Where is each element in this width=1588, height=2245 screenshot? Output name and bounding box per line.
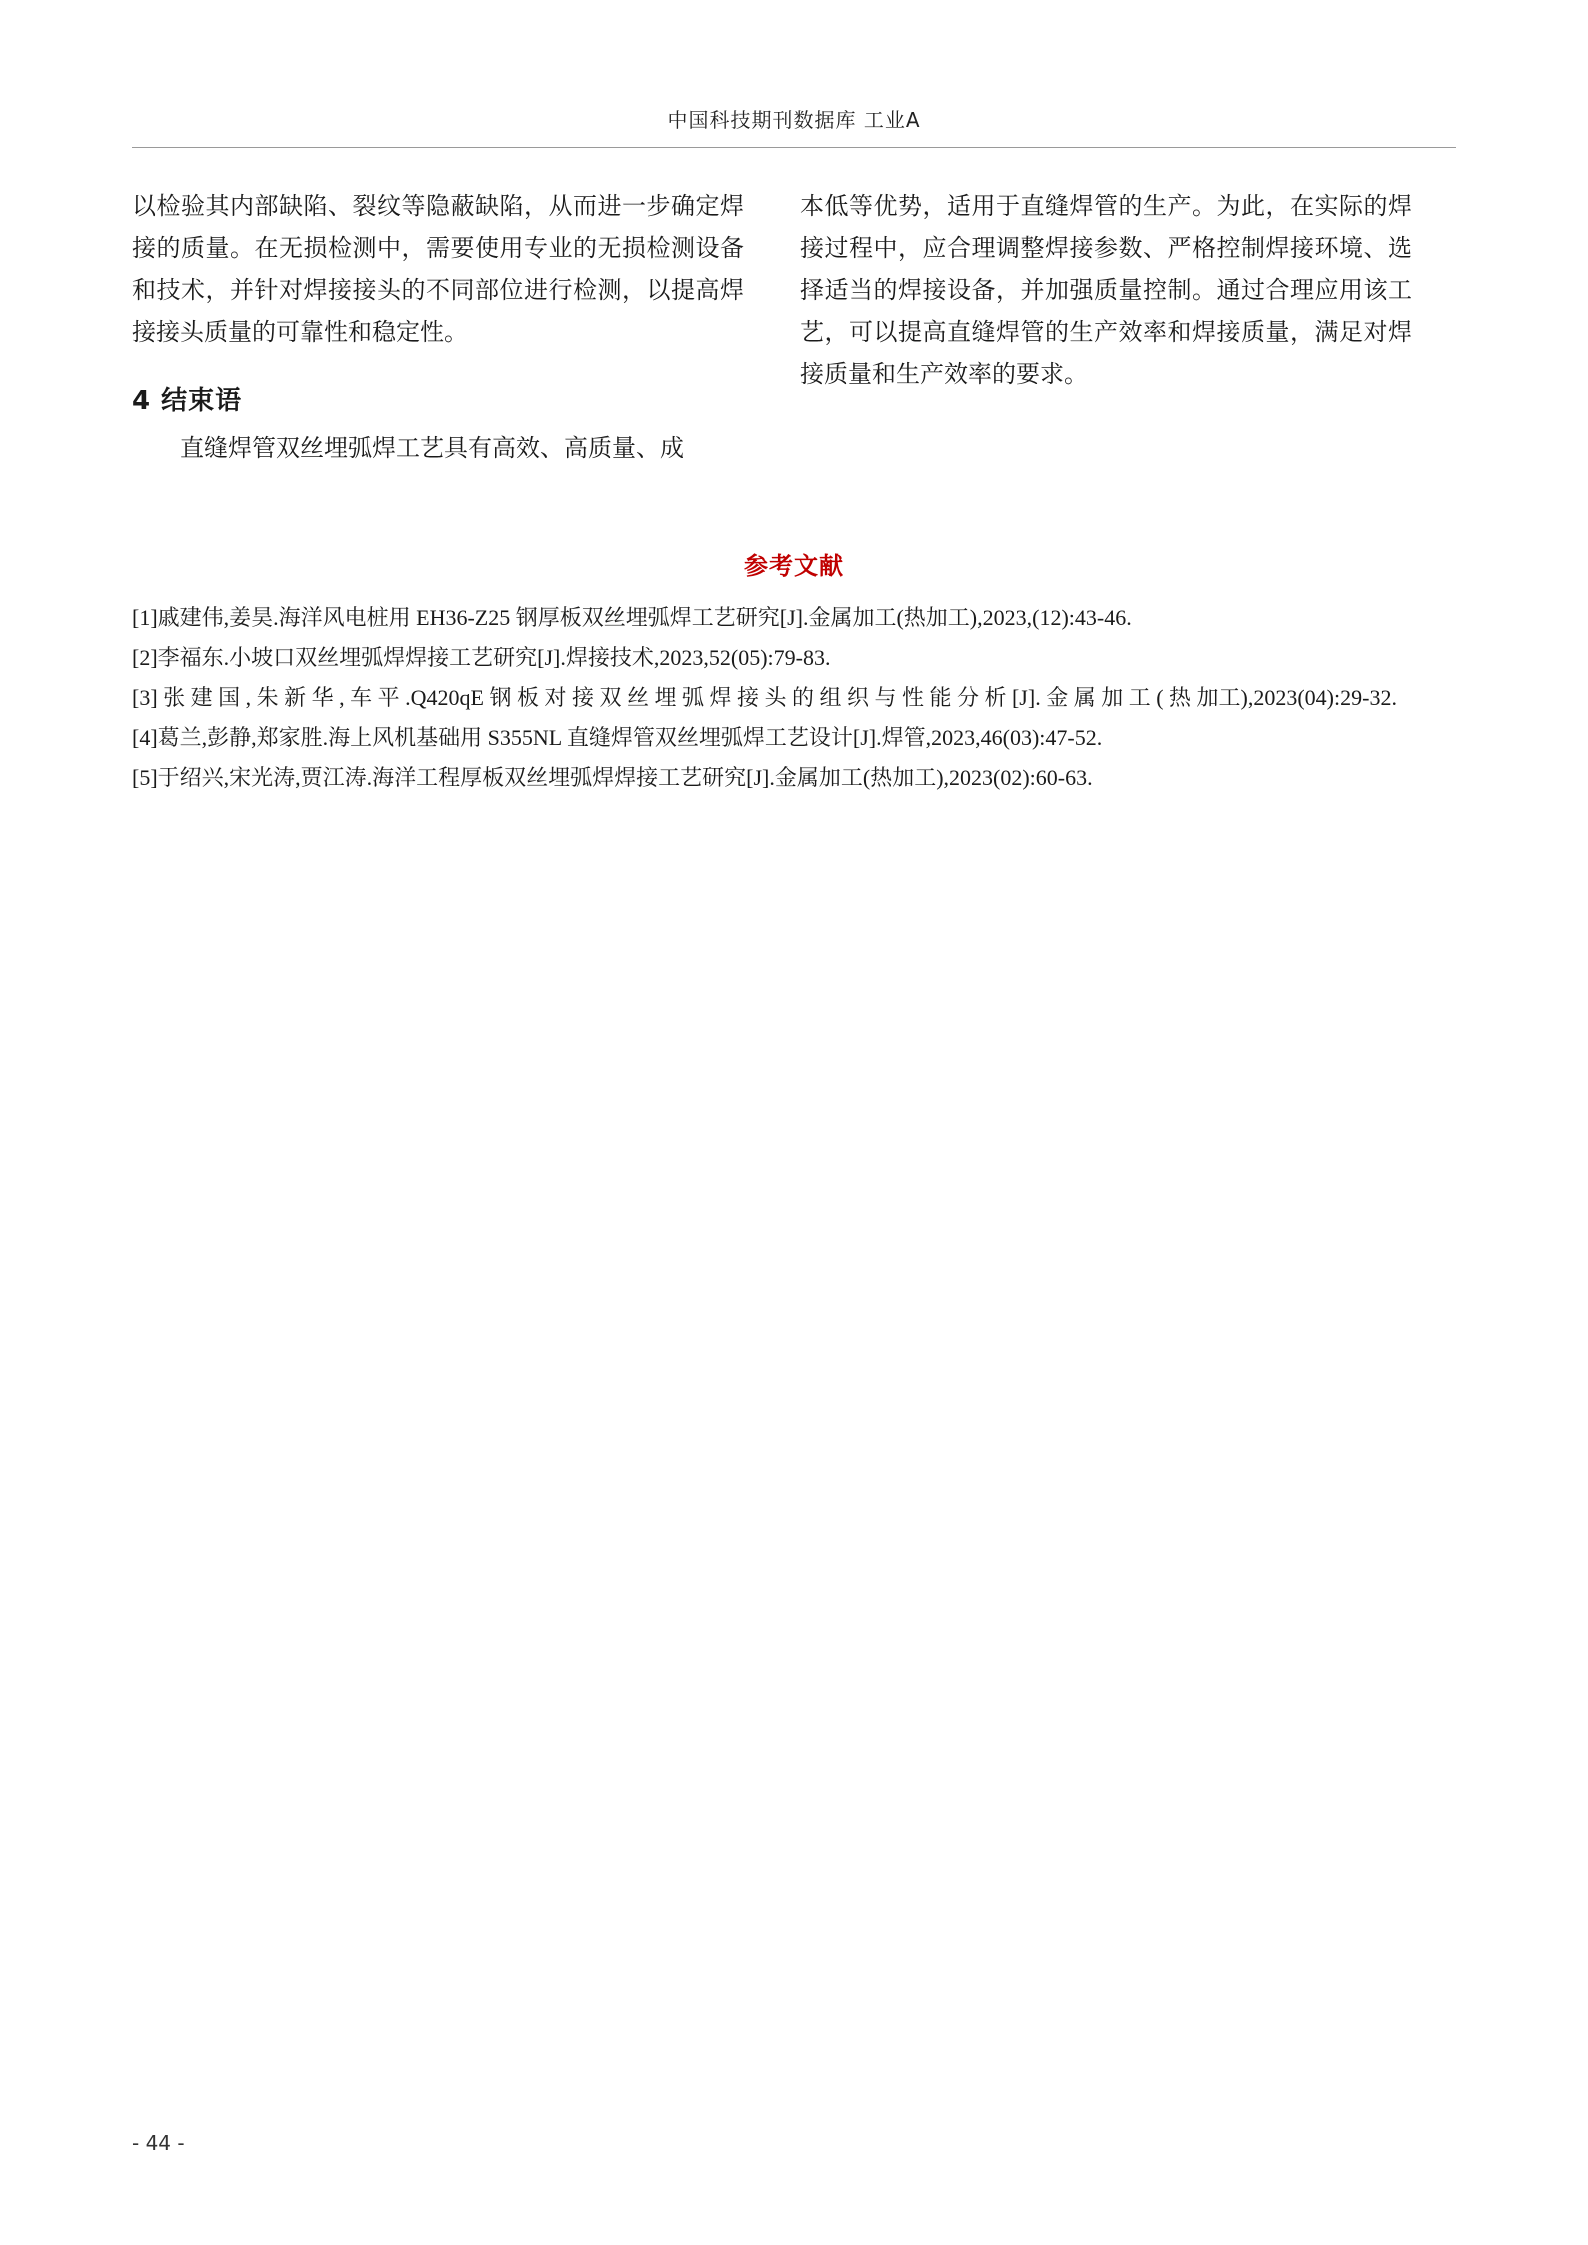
reference-item: [4]葛兰,彭静,郑家胜.海上风机基础用 S355NL 直缝焊管双丝埋弧焊工艺设计[J].焊管,2023,46(03):47-52. bbox=[132, 725, 1103, 750]
body-columns bbox=[132, 186, 1456, 470]
right-column bbox=[800, 186, 1412, 396]
references-section bbox=[132, 546, 1456, 797]
right-continued-paragraph: 本低等优势，适用于直缝焊管的生产。为此，在实际的焊接过程中，应合理调整焊接参数、严格控制焊接环境、选择适当的焊接设备，并加强质量控制。通过合理应用该工艺，可以提高直缝焊管的生产效率和焊接质量，满足对焊接质量和生产效率的要求。 bbox=[800, 194, 1412, 388]
left-continued-paragraph: 以检验其内部缺陷、裂纹等隐蔽缺陷，从而进一步确定焊接的质量。在无损检测中，需要使用专业的无损检测设备和技术，并针对焊接接头的不同部位进行检测，以提高焊接接头质量的可靠性和稳定性。 bbox=[132, 194, 744, 346]
left-section-paragraph: 直缝焊管双丝埋弧焊工艺具有高效、高质量、成 bbox=[180, 436, 684, 462]
reference-item: [5]于绍兴,宋光涛,贾江涛.海洋工程厚板双丝埋弧焊焊接工艺研究[J].金属加工(热加工),2023(02):60-63. bbox=[132, 765, 1093, 790]
header-divider bbox=[132, 147, 1456, 148]
running-header-text: 中国科技期刊数据库 工业A bbox=[667, 108, 921, 132]
left-column bbox=[132, 186, 744, 470]
reference-item: [3] 张 建 国 , 朱 新 华 , 车 平 .Q420qE 钢 板 对 接 双 丝 埋 弧 焊 接 头 的 组 织 与 性 能 分 析 [J]. 金 属 加 工 ( 热 加工),2023(04):29-32. bbox=[132, 685, 1397, 710]
section-heading-conclusion: 4 结束语 bbox=[132, 386, 243, 416]
running-header bbox=[132, 104, 1456, 147]
references-title: 参考文献 bbox=[744, 552, 844, 580]
page-number: - 44 - bbox=[132, 2131, 185, 2155]
reference-item: [2]李福东.小坡口双丝埋弧焊焊接工艺研究[J].焊接技术,2023,52(05):79-83. bbox=[132, 645, 831, 670]
reference-item: [1]戚建伟,姜昊.海洋风电桩用 EH36-Z25 钢厚板双丝埋弧焊工艺研究[J].金属加工(热加工),2023,(12):43-46. bbox=[132, 605, 1132, 630]
